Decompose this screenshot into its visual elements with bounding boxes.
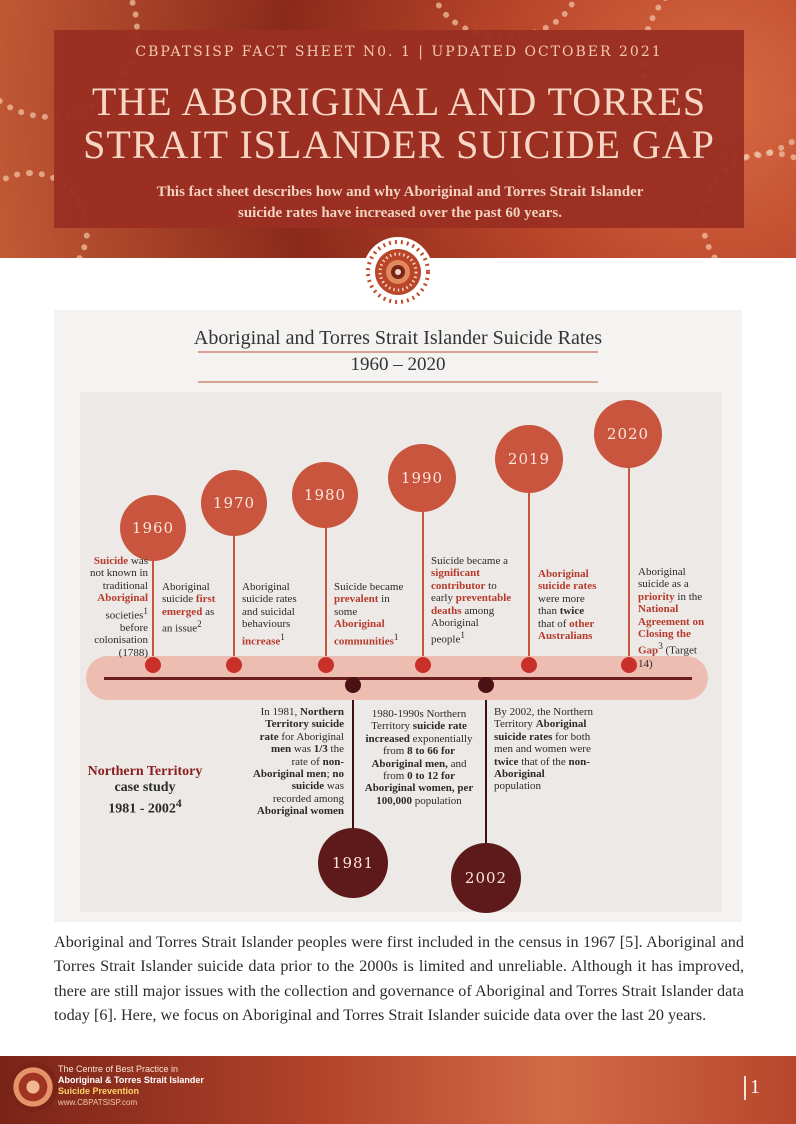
page-number: 1 — [750, 1076, 760, 1098]
case-study-line: Northern Territory — [87, 764, 203, 779]
infographic-title: Aboriginal and Torres Strait Islander Suicide Rates — [193, 327, 603, 349]
timeline-stem — [628, 462, 630, 665]
cbpatsisp-logo-icon — [8, 1062, 58, 1112]
timeline-dot — [478, 677, 494, 693]
note-1990: Suicide became a significant contributor to early preventable deaths among Aboriginal people$^1$ — [431, 555, 512, 647]
subtitle-line: suicide rates have increased over the past 60 years. — [238, 205, 562, 221]
title-divider — [198, 381, 598, 383]
timeline-stem — [352, 685, 354, 835]
timeline-dot — [345, 677, 361, 693]
timeline-dot — [415, 657, 431, 673]
note-1980: Aboriginal suicide rates and suicidal behaviours increase$^1$ — [242, 581, 297, 648]
note-1970: Aboriginal suicide first emerged as an issue$^2$ — [162, 581, 216, 635]
dot-emblem-icon — [362, 236, 434, 308]
case-study-label — [80, 764, 210, 818]
title-line: THE ABORIGINAL AND TORRES — [91, 79, 707, 124]
case-study-line: case study — [114, 780, 176, 795]
footer-website-link[interactable]: www.CBPATSISP.com — [58, 1098, 138, 1107]
page-number-divider — [744, 1076, 746, 1100]
note-2002: By 2002, the Northern Territory Aboriginal suicide rates for both men and women were twice that of the non-Aboriginal population — [494, 706, 593, 793]
year-bubble-2019: 2019 — [495, 425, 563, 493]
case-study-line: 1981 - 2002$^4$ — [108, 797, 182, 817]
year-bubble-1970: 1970 — [201, 470, 267, 536]
year-bubble-1990: 1990 — [388, 444, 456, 512]
timeline-stem — [485, 685, 487, 845]
note-1960: Suicide was not known in traditional Aboriginal societies$^1$ before colonisation (1788) — [89, 555, 148, 659]
timeline-dot — [226, 657, 242, 673]
year-bubble-2020: 2020 — [594, 400, 662, 468]
year-bubble-1960: 1960 — [120, 495, 186, 561]
page-subtitle — [80, 182, 720, 224]
year-bubble-1981: 1981 — [318, 828, 388, 898]
body-paragraph: Aboriginal and Torres Strait Islander peoples were first included in the census in 1967 [5]. Aboriginal and Torres Strait Islander suicide data prior to the 2000s is limited and unreliable. Although it has improved, there are still major issues with the collection and governance of Aboriginal and Torres Strait Islander data today [6]. Here, we focus on Aboriginal and Torres Strait Islander suicide data over the last 20 years. — [54, 933, 744, 1025]
timeline-dot — [621, 657, 637, 673]
note-1980b: Suicide became prevalent in some Aboriginal communities$^1$ — [334, 581, 404, 648]
infographic-years: 1960 – 2020 — [350, 354, 446, 375]
year-bubble-2002: 2002 — [451, 843, 521, 913]
timeline-stem — [422, 505, 424, 665]
title-line: STRAIT ISLANDER SUICIDE GAP — [83, 122, 715, 167]
footer-line: Suicide Prevention — [58, 1086, 140, 1096]
footer-line: The Centre of Best Practice in — [58, 1064, 179, 1074]
fact-sheet-kicker: CBPATSISP FACT SHEET N0. 1 | UPDATED OCTOBER 2021 — [135, 44, 663, 60]
note-1981: In 1981, Northern Territory suicide rate for Aboriginal men was 1/3 the rate of non-Aboriginal men; no suicide was recorded among Aboriginal women — [252, 706, 344, 818]
timeline-dot — [145, 657, 161, 673]
note-2019: Aboriginal suicide rates were more than twice that of other Australians — [538, 568, 597, 643]
title-divider — [198, 351, 598, 353]
note-2020: Aboriginal suicide as a priority in the National Agreement on Closing the Gap$^3$ (Target 14) — [638, 566, 705, 670]
timeline-stem — [528, 487, 530, 665]
timeline-stem — [325, 522, 327, 665]
timeline-stem — [152, 555, 154, 665]
year-bubble-1980: 1980 — [292, 462, 358, 528]
footer-org — [58, 1064, 228, 1116]
timeline-dot — [521, 657, 537, 673]
page-title — [54, 80, 744, 166]
timeline-dot — [318, 657, 334, 673]
note-1980-1990s: 1980-1990s Northern Territory suicide rate increased exponentially from 8 to 66 for Aboriginal men, and from 0 to 12 for Aboriginal women, per 100,000 population — [364, 708, 474, 807]
footer-line: Aboriginal & Torres Strait Islander — [58, 1075, 204, 1085]
timeline-stem — [233, 530, 235, 665]
subtitle-line: This fact sheet describes how and why Aboriginal and Torres Strait Islander — [156, 184, 644, 200]
timeline-axis — [104, 677, 692, 680]
